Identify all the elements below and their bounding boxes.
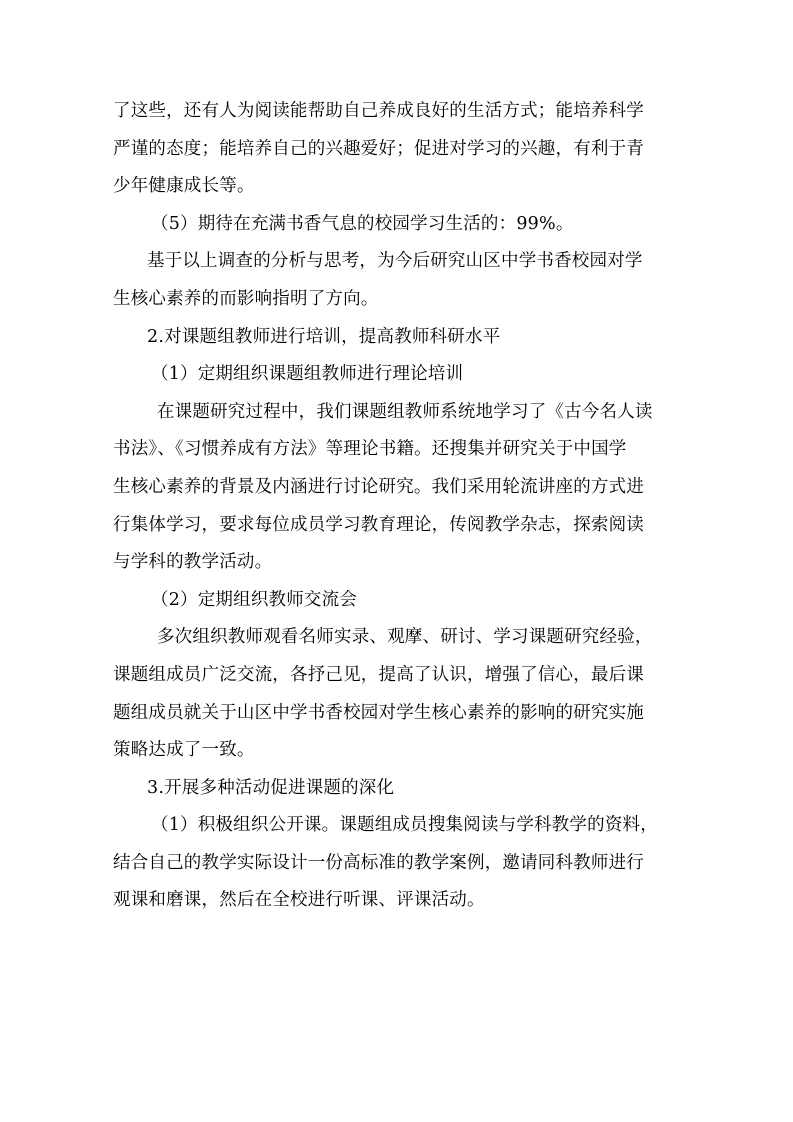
subheading-1: （1）定期组织课题组教师进行理论培训 xyxy=(151,364,464,385)
subheading-2: （2）定期组织教师交流会 xyxy=(151,589,358,610)
paragraph-start: 多次组织教师观看名师实录、观摩、研讨、学习课题研究经验， xyxy=(157,627,653,648)
document-page xyxy=(113,93,703,920)
text-line: 与学科的教学活动。 xyxy=(113,552,273,573)
text-line: 结合自己的教学实际设计一份高标准的教学案例，邀请同科教师进行 xyxy=(113,852,644,873)
text-line: 生核心素养的而影响指明了方向。 xyxy=(113,288,379,309)
text-line: 观课和磨课，然后在全校进行听课、评课活动。 xyxy=(113,890,485,911)
text-line: 书法》、《习惯养成有方法》等理论书籍。还搜集并研究关于中国学 xyxy=(113,439,627,460)
subheading-1: （1）积极组织公开课。课题组成员搜集阅读与学科教学的资料， xyxy=(151,815,658,836)
list-item-5: （5）期待在充满书香气息的校园学习生活的：99%。 xyxy=(151,213,574,234)
text-line: 少年健康成长等。 xyxy=(113,176,255,197)
text-line: 题组成员就关于山区中学书香校园对学生核心素养的影响的研究实施 xyxy=(113,702,644,723)
text-line: 严谨的态度；能培养自己的兴趣爱好；促进对学习的兴趣，有利于青 xyxy=(113,138,644,159)
text-line: 行集体学习，要求每位成员学习教育理论，传阅教学杂志，探索阅读 xyxy=(113,514,644,535)
paragraph-start: 基于以上调查的分析与思考，为今后研究山区中学书香校园对学 xyxy=(147,251,643,272)
paragraph-start: 在课题研究过程中，我们课题组教师系统地学习了《古今名人读 xyxy=(157,401,653,422)
text-line: 课题组成员广泛交流，各抒己见，提高了认识，增强了信心，最后课 xyxy=(113,664,644,685)
section-heading-3: 3.开展多种活动促进课题的深化 xyxy=(147,777,395,798)
text-line: 了这些，还有人为阅读能帮助自己养成良好的生活方式；能培养科学 xyxy=(113,101,644,121)
text-line: 生核心素养的背景及内涵进行讨论研究。我们采用轮流讲座的方式进 xyxy=(113,476,644,497)
text-line: 策略达成了一致。 xyxy=(113,740,255,761)
section-heading-2: 2.对课题组教师进行培训，提高教师科研水平 xyxy=(147,326,501,347)
